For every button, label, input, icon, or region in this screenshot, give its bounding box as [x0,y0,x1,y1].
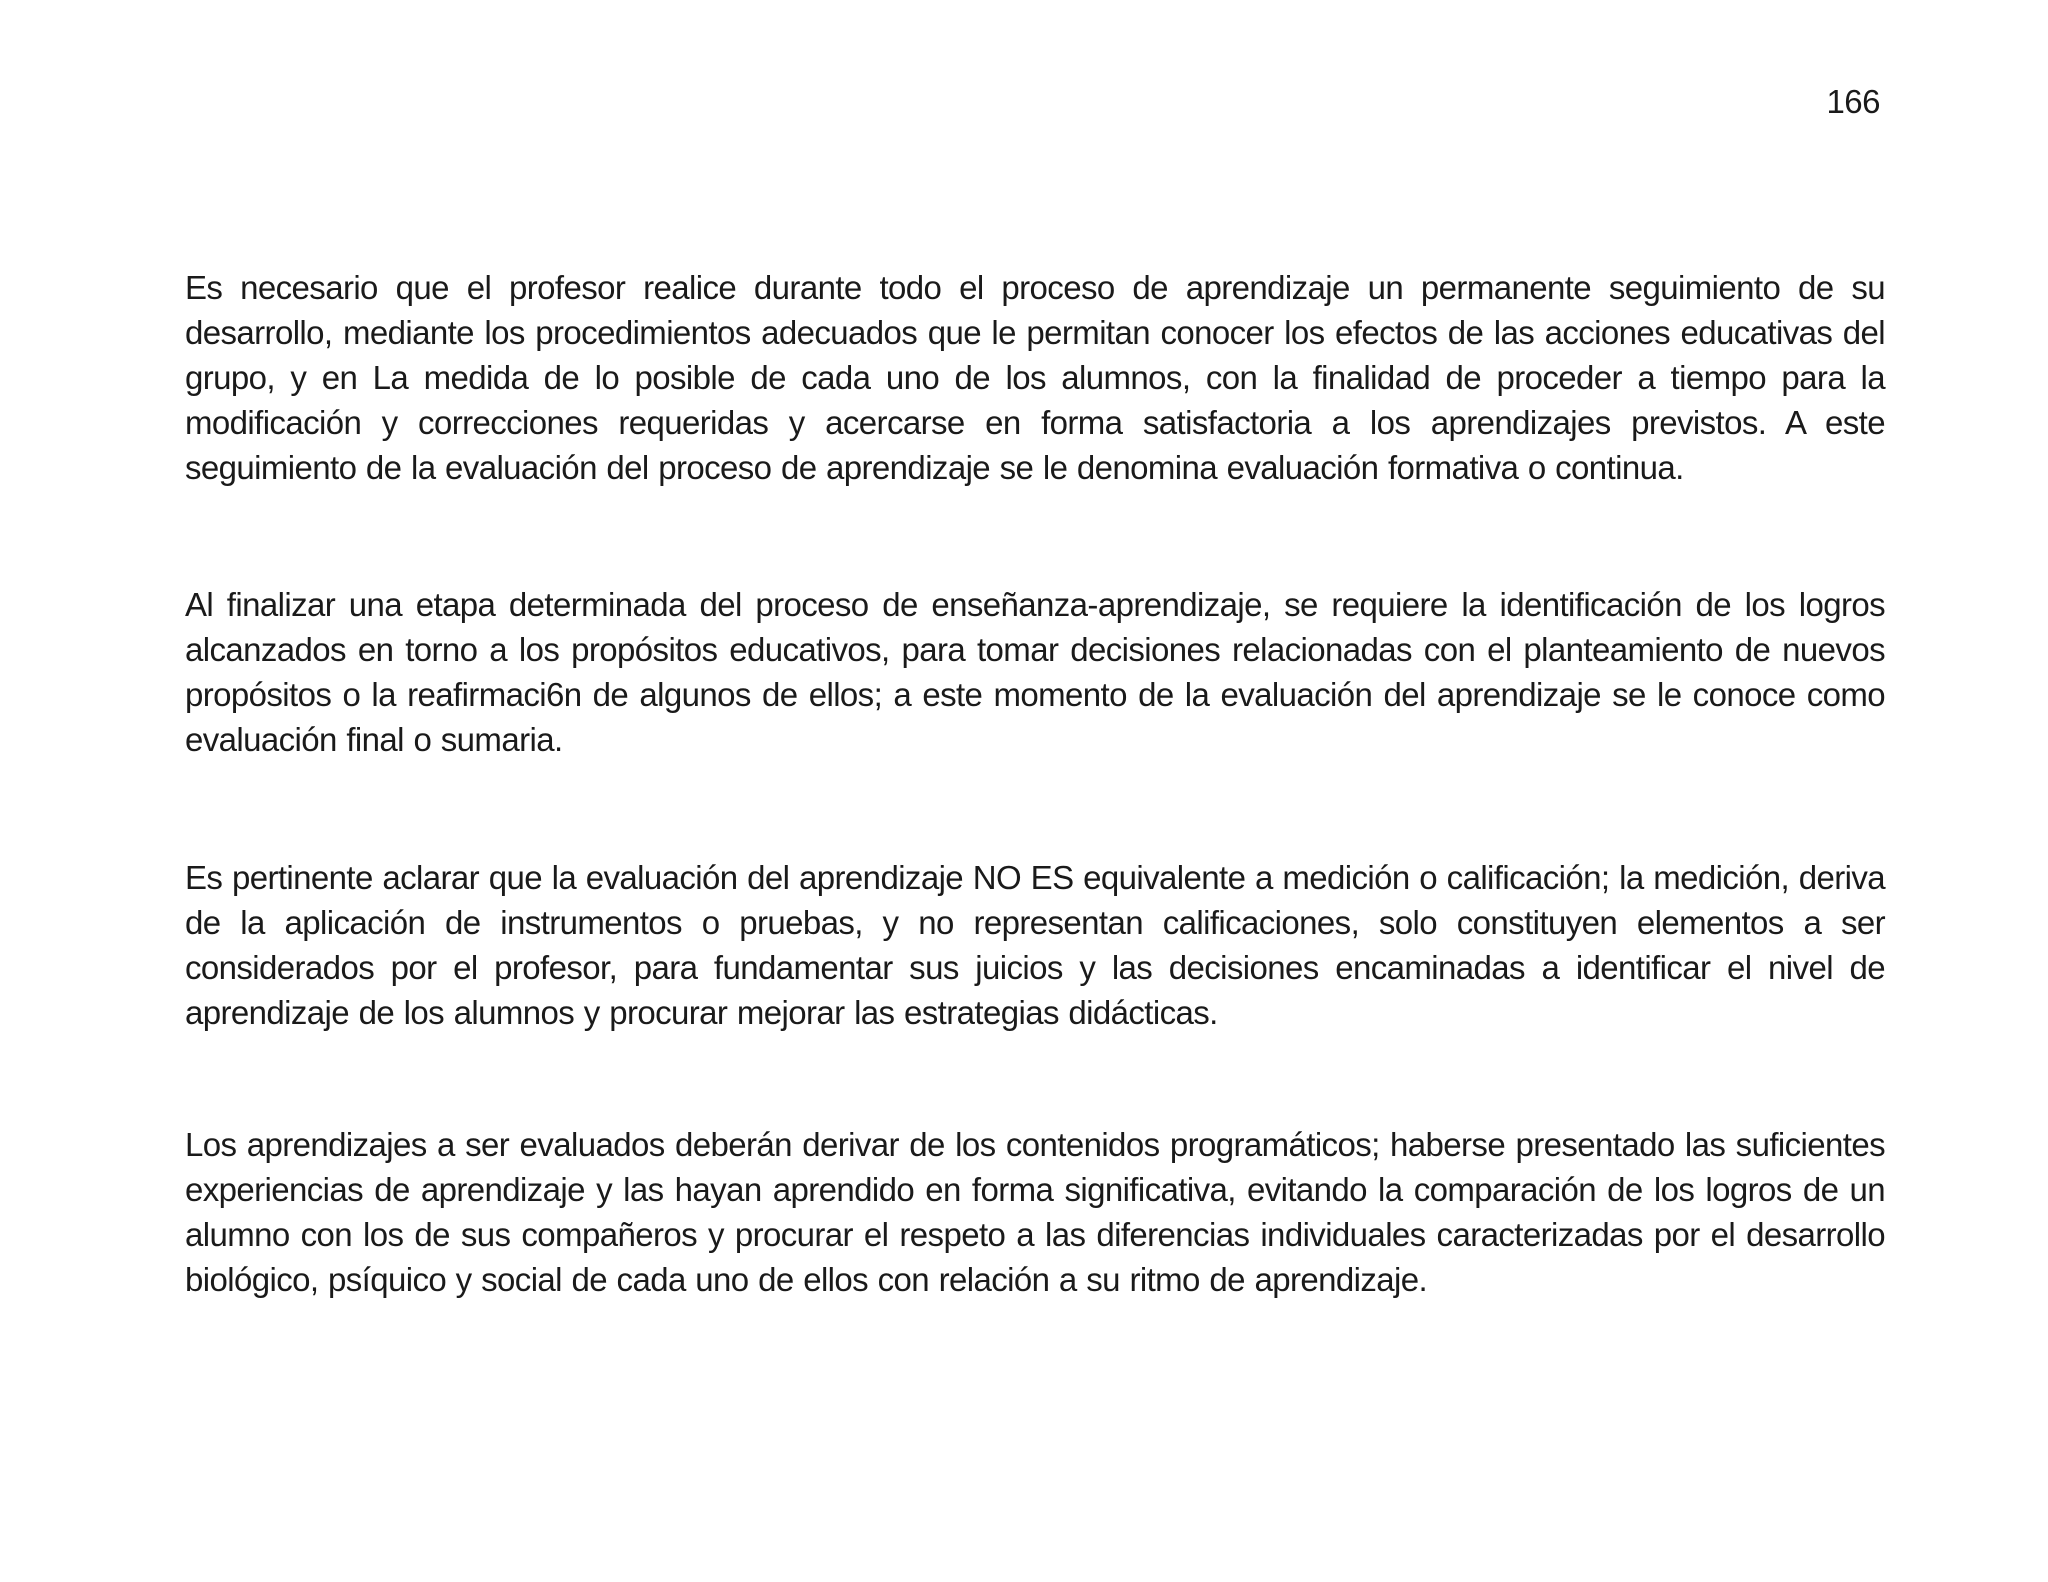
paragraph-evaluation-vs-measurement: Es pertinente aclarar que la evaluación del aprendizaje NO ES equivalente a medición o calificación; la medición, deriva de la aplicación de instrumentos o pruebas, y no representan calificaciones, solo constituyen elementos a ser considerados por el profesor, para fundamentar sus juicios y las decisiones encaminadas a identificar el nivel de aprendizaje de los alumnos y procurar mejorar las estrategias didácticas. [185,859,1885,1031]
paragraph-formative-evaluation: Es necesario que el profesor realice durante todo el proceso de aprendizaje un permanente seguimiento de su desarrollo, mediante los procedimientos adecuados que le permitan conocer los efectos de las acciones educativas del grupo, y en La medida de lo posible de cada uno de los alumnos, con la finalidad de proceder a tiempo para la modificación y correcciones requeridas y acercarse en forma satisfactoria a los aprendizajes previstos. A este seguimiento de la evaluación del proceso de aprendizaje se le denomina evaluación formativa o continua. [185,269,1885,486]
paragraph-learnings-to-evaluate: Los aprendizajes a ser evaluados deberán derivar de los contenidos programáticos; haberse presentado las suficientes experiencias de aprendizaje y las hayan aprendido en forma significativa, evitando la comparación de los logros de un alumno con los de sus compañeros y procurar el respeto a las diferencias individuales caracterizadas por el desarrollo biológico, psíquico y social de cada uno de ellos con relación a su ritmo de aprendizaje. [185,1126,1885,1298]
paragraph-final-evaluation: Al finalizar una etapa determinada del proceso de enseñanza-aprendizaje, se requiere la identificación de los logros alcanzados en torno a los propósitos educativos, para tomar decisiones relacionadas con el planteamiento de nuevos propósitos o la reafirmaci6n de algunos de ellos; a este momento de la evaluación del aprendizaje se le conoce como evaluación final o sumaria. [185,586,1885,758]
page-number: 166 [1826,83,1880,120]
